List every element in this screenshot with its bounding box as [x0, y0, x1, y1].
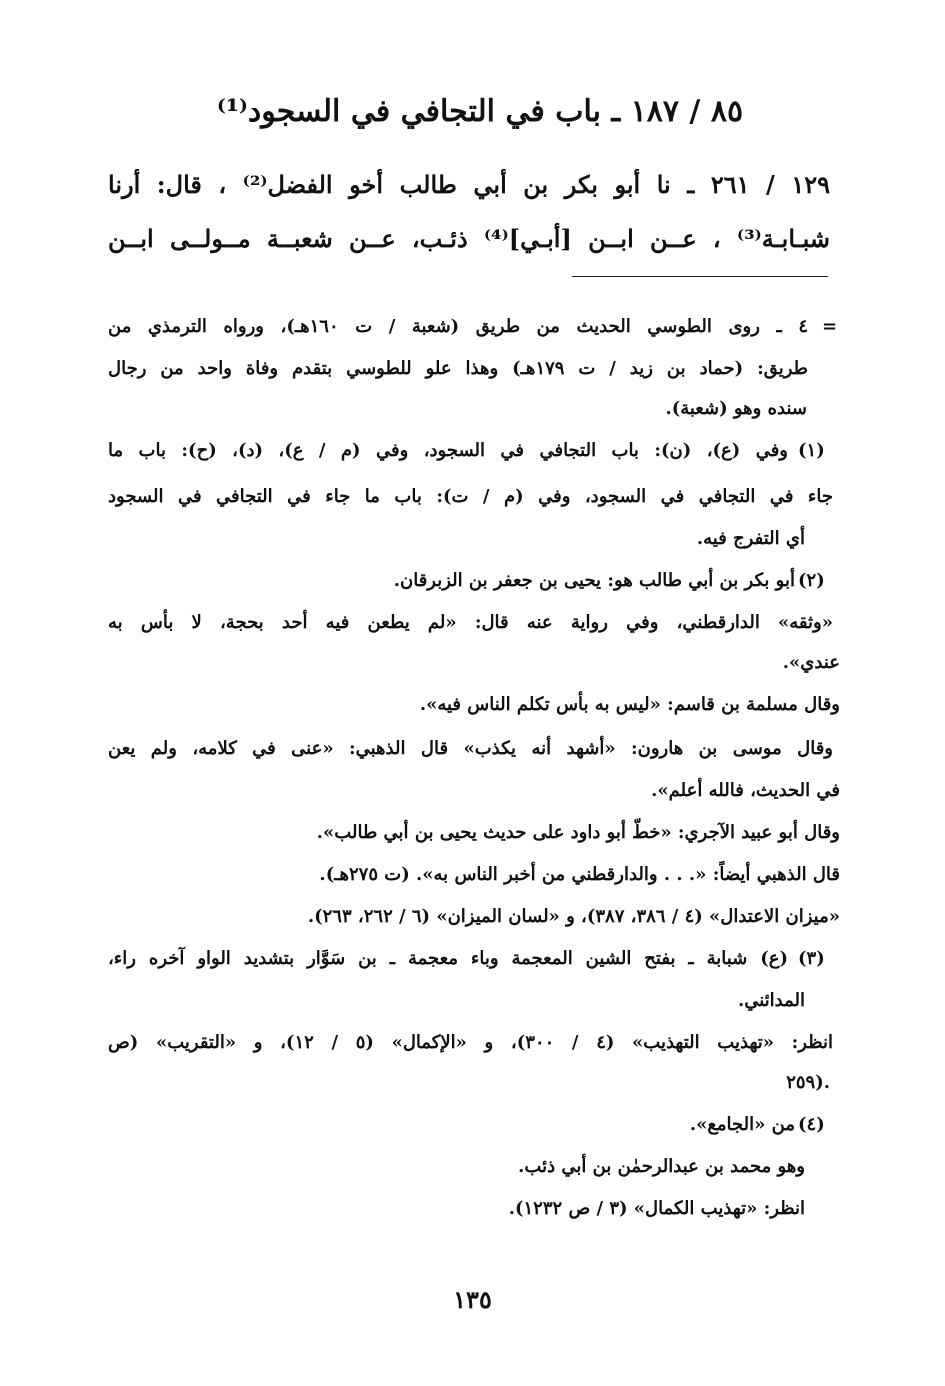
footnote-2-line-2: «وثقه» الدارقطني، وفي رواية عنه قال: «لم يطعن فيه أحد بحجة، لا بأس به	[108, 612, 833, 633]
footnote-4-line-2: وهو محمد بن عبدالرحمٰن بن أبي ذئب.	[518, 1156, 805, 1177]
footnote-2-line-5: وقال موسى بن هارون: «أشهد أنه يكذب» قال الذهبي: «عنى في كلامه، ولم يعن	[108, 738, 833, 759]
footnote-2-line-3: عندي».	[782, 652, 840, 673]
chapter-title: ٨٥ / ١٨٧ ـ باب في التجافي في السجود⁽¹⁾	[216, 94, 744, 129]
footnote-4-line-3: انظر: «تهذيب الكمال» (٣ / ص ١٢٣٢).	[508, 1198, 805, 1219]
page-number: ١٣٥	[453, 1285, 492, 1314]
continued-note-line-1: ٤ ـ روى الطوسي الحديث من طريق (شعبة / ت ١٦٠هـ)، ورواه الترمذي من	[108, 316, 808, 337]
footnote-2-line-6: في الحديث، فالله أعلم».	[651, 780, 840, 801]
footnote-2-line-7: وقال أبو عبيد الآجري: «خطّ أبو داود على حديث يحيى بن أبي طالب».	[316, 822, 840, 843]
footnote-3-line-1: (ع) شبابة ـ بفتح الشين المعجمة وباء معجمة ـ بن سَوَّار بتشديد الواو آخره راء،	[108, 948, 788, 969]
footnote-2-line-1: أبو بكر بن أبي طالب هو: يحيى بن جعفر بن الزبرقان.	[393, 570, 795, 591]
hadith-line-2: شبـابـة⁽³⁾ ، عــن ابــن [أبـي]⁽⁴⁾ ذئـب، عــن شعبــة مــولــى ابــن	[108, 224, 831, 253]
continued-note-line-3: سنده وهو (شعبة).	[665, 398, 807, 419]
footnote-4-line-1: من «الجامع».	[689, 1114, 795, 1135]
footnote-separator	[572, 276, 828, 277]
footnote-3-line-4: ٢٥٩).	[786, 1072, 830, 1093]
footnote-3-number: (٣)	[798, 948, 825, 969]
footnote-1-line-2: جاء في التجافي في السجود، وفي (م / ت): باب ما جاء في التجافي في السجود	[108, 486, 833, 507]
footnote-1-line-1: وفي (ع)، (ن): باب التجافي في السجود، وفي (م / ع)، (د)، (ح): باب ما	[108, 440, 788, 461]
footnote-4-number: (٤)	[798, 1114, 825, 1135]
continued-note-line-2: طريق: (حماد بن زيد / ت ١٧٩هـ) وهذا علو للطوسي بتقدم وفاة واحد من رجال	[108, 358, 808, 379]
footnote-1-line-3: أي التفرج فيه.	[696, 528, 805, 549]
footnote-3-line-2: المدائني.	[737, 990, 805, 1011]
footnote-3-line-3: انظر: «تهذيب التهذيب» (٤ / ٣٠٠)، و «الإكمال» (٥ / ١٢)، و «التقريب» (ص	[108, 1032, 834, 1053]
hadith-line-1: ١٢٩ / ٢٦١ ـ نا أبو بكر بن أبي طالب أخو الفضل⁽²⁾ ، قال: أرنا	[108, 170, 830, 199]
footnote-1-number: (١)	[798, 440, 825, 461]
continuation-marker: =	[822, 316, 838, 337]
footnote-2-line-4: وقال مسلمة بن قاسم: «ليس به بأس تكلم الناس فيه».	[419, 694, 840, 715]
footnote-2-number: (٢)	[798, 570, 825, 591]
footnote-2-line-9: «ميزان الاعتدال» (٤ / ٣٨٦، ٣٨٧)، و «لسان الميزان» (٦ / ٢٦٢، ٢٦٣).	[307, 906, 840, 927]
footnote-2-line-8: قال الذهبي أيضاً: «. . . والدارقطني من أخبر الناس به». (ت ٢٧٥هـ).	[319, 864, 840, 885]
